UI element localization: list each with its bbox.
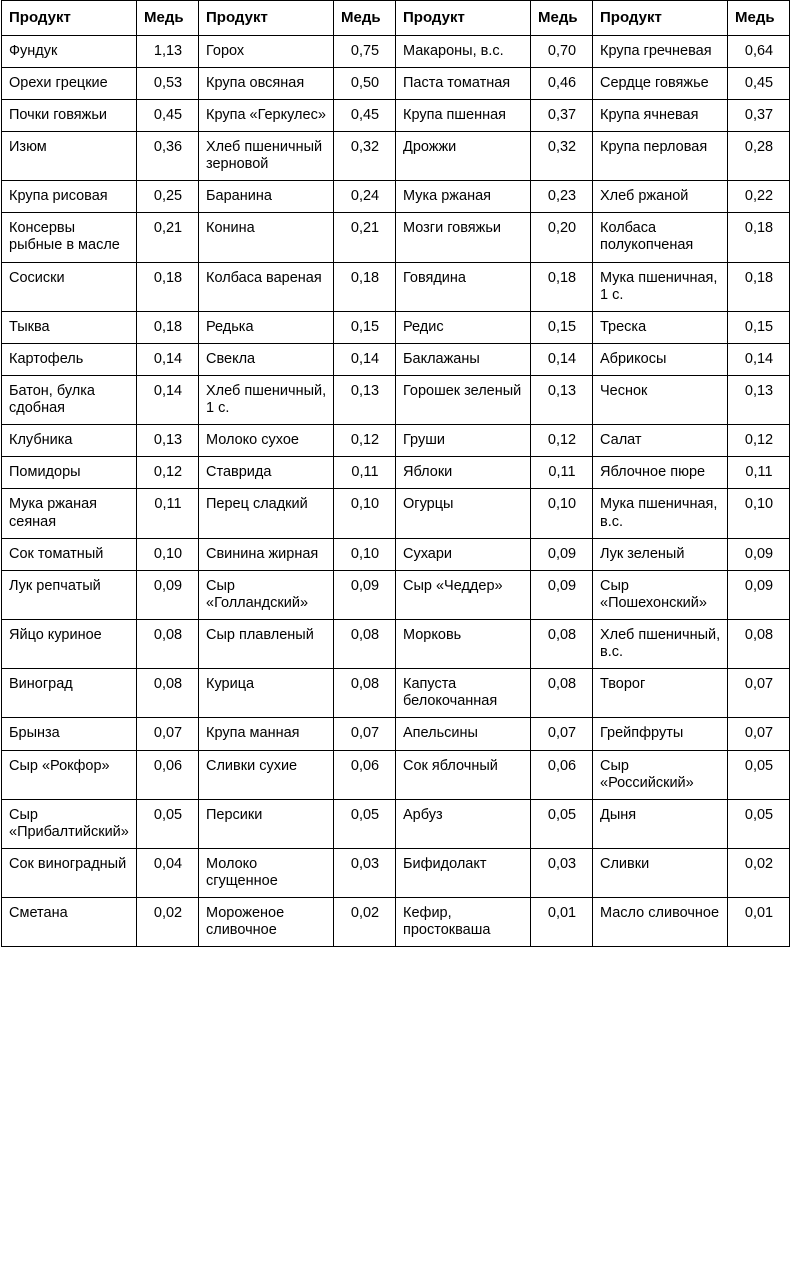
cell-copper-value: 0,10 [137,538,199,570]
cell-product-name: Сердце говяжье [593,67,728,99]
cell-copper-value: 0,45 [728,67,790,99]
cell-copper-value: 0,07 [531,718,593,750]
cell-copper-value: 0,06 [531,750,593,799]
cell-product-name: Орехи грецкие [2,67,137,99]
table-header [2,1,790,36]
cell-copper-value: 0,01 [531,898,593,947]
column-header-product-1: Продукт [2,1,137,36]
table-row [2,311,790,343]
cell-copper-value: 0,18 [728,262,790,311]
cell-copper-value: 0,03 [531,848,593,897]
cell-copper-value: 0,28 [728,132,790,181]
column-header-copper-2: Медь [334,1,396,36]
table-row [2,457,790,489]
cell-copper-value: 0,12 [728,425,790,457]
cell-product-name: Сыр «Рокфор» [2,750,137,799]
cell-copper-value: 0,08 [137,669,199,718]
cell-product-name: Крупа овсяная [199,67,334,99]
cell-copper-value: 0,14 [137,343,199,375]
cell-copper-value: 0,45 [137,99,199,131]
cell-copper-value: 0,14 [137,376,199,425]
column-header-product-2: Продукт [199,1,334,36]
cell-product-name: Свинина жирная [199,538,334,570]
table-row [2,799,790,848]
cell-product-name: Сливки сухие [199,750,334,799]
cell-copper-value: 0,14 [531,343,593,375]
cell-product-name: Ставрида [199,457,334,489]
column-header-product-3: Продукт [396,1,531,36]
cell-product-name: Мука ржаная сеяная [2,489,137,538]
cell-copper-value: 0,18 [531,262,593,311]
cell-product-name: Крупа «Геркулес» [199,99,334,131]
cell-product-name: Яблоки [396,457,531,489]
cell-copper-value: 0,18 [137,311,199,343]
cell-product-name: Сливки [593,848,728,897]
cell-copper-value: 0,11 [531,457,593,489]
table-row [2,619,790,668]
cell-copper-value: 0,53 [137,67,199,99]
cell-product-name: Сметана [2,898,137,947]
cell-copper-value: 0,06 [137,750,199,799]
cell-product-name: Баранина [199,181,334,213]
cell-copper-value: 0,09 [728,570,790,619]
cell-copper-value: 0,24 [334,181,396,213]
cell-product-name: Грейпфруты [593,718,728,750]
cell-copper-value: 0,05 [728,799,790,848]
table-row [2,489,790,538]
cell-product-name: Колбаса полукопченая [593,213,728,262]
cell-product-name: Хлеб ржаной [593,181,728,213]
table-row [2,181,790,213]
cell-copper-value: 0,08 [728,619,790,668]
cell-copper-value: 0,10 [334,489,396,538]
cell-copper-value: 0,05 [334,799,396,848]
cell-copper-value: 0,18 [137,262,199,311]
cell-product-name: Молоко сухое [199,425,334,457]
cell-copper-value: 0,08 [334,619,396,668]
table-row [2,750,790,799]
cell-copper-value: 0,09 [334,570,396,619]
cell-copper-value: 0,05 [137,799,199,848]
cell-product-name: Сыр «Пошехонский» [593,570,728,619]
cell-copper-value: 0,18 [728,213,790,262]
cell-product-name: Батон, булка сдобная [2,376,137,425]
cell-product-name: Мозги говяжьи [396,213,531,262]
table-row [2,538,790,570]
cell-copper-value: 0,45 [334,99,396,131]
cell-product-name: Брынза [2,718,137,750]
cell-copper-value: 0,32 [531,132,593,181]
cell-copper-value: 1,13 [137,35,199,67]
cell-product-name: Дрожжи [396,132,531,181]
copper-content-table [1,0,790,947]
cell-product-name: Крупа ячневая [593,99,728,131]
cell-copper-value: 0,07 [728,718,790,750]
table-row [2,262,790,311]
cell-copper-value: 0,46 [531,67,593,99]
cell-copper-value: 0,23 [531,181,593,213]
cell-copper-value: 0,06 [334,750,396,799]
cell-product-name: Мука пшеничная, 1 с. [593,262,728,311]
cell-product-name: Картофель [2,343,137,375]
cell-product-name: Хлеб пшеничный, 1 с. [199,376,334,425]
column-header-copper-3: Медь [531,1,593,36]
table-row [2,718,790,750]
cell-copper-value: 0,02 [137,898,199,947]
cell-product-name: Сыр «Голландский» [199,570,334,619]
cell-copper-value: 0,37 [531,99,593,131]
cell-product-name: Сыр «Российский» [593,750,728,799]
cell-product-name: Сок томатный [2,538,137,570]
table-row [2,213,790,262]
cell-copper-value: 0,21 [137,213,199,262]
cell-copper-value: 0,07 [137,718,199,750]
cell-copper-value: 0,11 [334,457,396,489]
cell-copper-value: 0,15 [728,311,790,343]
table-row [2,669,790,718]
table-row [2,376,790,425]
table-row [2,35,790,67]
cell-product-name: Говядина [396,262,531,311]
cell-product-name: Почки говяжьи [2,99,137,131]
cell-product-name: Апельсины [396,718,531,750]
cell-copper-value: 0,12 [137,457,199,489]
cell-product-name: Мука ржаная [396,181,531,213]
cell-product-name: Редис [396,311,531,343]
cell-copper-value: 0,13 [137,425,199,457]
cell-copper-value: 0,64 [728,35,790,67]
cell-copper-value: 0,13 [531,376,593,425]
cell-product-name: Помидоры [2,457,137,489]
cell-copper-value: 0,50 [334,67,396,99]
cell-product-name: Молоко сгущенное [199,848,334,897]
table-row [2,99,790,131]
cell-product-name: Горошек зеленый [396,376,531,425]
cell-product-name: Редька [199,311,334,343]
cell-copper-value: 0,75 [334,35,396,67]
cell-product-name: Сосиски [2,262,137,311]
cell-product-name: Дыня [593,799,728,848]
cell-product-name: Баклажаны [396,343,531,375]
cell-copper-value: 0,21 [334,213,396,262]
cell-copper-value: 0,15 [531,311,593,343]
cell-product-name: Морковь [396,619,531,668]
cell-product-name: Сок яблочный [396,750,531,799]
cell-product-name: Лук репчатый [2,570,137,619]
cell-product-name: Треска [593,311,728,343]
cell-product-name: Творог [593,669,728,718]
cell-product-name: Сухари [396,538,531,570]
cell-product-name: Макароны, в.с. [396,35,531,67]
cell-product-name: Масло сливочное [593,898,728,947]
cell-product-name: Абрикосы [593,343,728,375]
cell-product-name: Клубника [2,425,137,457]
cell-copper-value: 0,11 [137,489,199,538]
cell-product-name: Лук зеленый [593,538,728,570]
cell-product-name: Салат [593,425,728,457]
cell-product-name: Персики [199,799,334,848]
cell-product-name: Колбаса вареная [199,262,334,311]
cell-product-name: Сок виноградный [2,848,137,897]
cell-copper-value: 0,01 [728,898,790,947]
cell-product-name: Капуста белокочанная [396,669,531,718]
cell-product-name: Конина [199,213,334,262]
cell-copper-value: 0,10 [728,489,790,538]
cell-copper-value: 0,07 [728,669,790,718]
cell-product-name: Арбуз [396,799,531,848]
table-row [2,898,790,947]
cell-product-name: Крупа перловая [593,132,728,181]
cell-product-name: Бифидолакт [396,848,531,897]
cell-product-name: Хлеб пшеничный, в.с. [593,619,728,668]
cell-copper-value: 0,14 [728,343,790,375]
cell-copper-value: 0,07 [334,718,396,750]
cell-copper-value: 0,15 [334,311,396,343]
cell-product-name: Сыр плавленый [199,619,334,668]
table-row [2,343,790,375]
cell-copper-value: 0,37 [728,99,790,131]
cell-product-name: Крупа рисовая [2,181,137,213]
cell-product-name: Сыр «Прибалтийский» [2,799,137,848]
cell-copper-value: 0,04 [137,848,199,897]
column-header-product-4: Продукт [593,1,728,36]
cell-product-name: Крупа манная [199,718,334,750]
cell-copper-value: 0,11 [728,457,790,489]
cell-product-name: Курица [199,669,334,718]
table-row [2,67,790,99]
cell-copper-value: 0,09 [728,538,790,570]
cell-copper-value: 0,08 [531,619,593,668]
cell-product-name: Кефир, простокваша [396,898,531,947]
cell-product-name: Горох [199,35,334,67]
cell-product-name: Огурцы [396,489,531,538]
cell-copper-value: 0,10 [531,489,593,538]
cell-copper-value: 0,08 [531,669,593,718]
cell-product-name: Свекла [199,343,334,375]
cell-copper-value: 0,09 [531,570,593,619]
column-header-copper-1: Медь [137,1,199,36]
cell-copper-value: 0,02 [334,898,396,947]
cell-product-name: Консервы рыбные в масле [2,213,137,262]
cell-product-name: Виноград [2,669,137,718]
cell-copper-value: 0,13 [334,376,396,425]
cell-copper-value: 0,09 [531,538,593,570]
cell-copper-value: 0,12 [531,425,593,457]
table-row [2,132,790,181]
table-row [2,570,790,619]
header-row [2,1,790,36]
column-header-copper-4: Медь [728,1,790,36]
cell-product-name: Яйцо куриное [2,619,137,668]
cell-copper-value: 0,09 [137,570,199,619]
cell-copper-value: 0,08 [334,669,396,718]
cell-copper-value: 0,05 [728,750,790,799]
cell-copper-value: 0,70 [531,35,593,67]
cell-product-name: Яблочное пюре [593,457,728,489]
cell-product-name: Перец сладкий [199,489,334,538]
table-row [2,425,790,457]
cell-product-name: Крупа гречневая [593,35,728,67]
cell-copper-value: 0,25 [137,181,199,213]
cell-product-name: Чеснок [593,376,728,425]
cell-copper-value: 0,20 [531,213,593,262]
cell-copper-value: 0,36 [137,132,199,181]
table-row [2,848,790,897]
cell-product-name: Мороженое сливочное [199,898,334,947]
cell-product-name: Груши [396,425,531,457]
table-body [2,35,790,947]
cell-product-name: Фундук [2,35,137,67]
cell-copper-value: 0,05 [531,799,593,848]
cell-copper-value: 0,32 [334,132,396,181]
cell-copper-value: 0,03 [334,848,396,897]
cell-copper-value: 0,14 [334,343,396,375]
cell-copper-value: 0,02 [728,848,790,897]
cell-copper-value: 0,12 [334,425,396,457]
cell-product-name: Тыква [2,311,137,343]
cell-product-name: Паста томатная [396,67,531,99]
cell-product-name: Хлеб пшеничный зерновой [199,132,334,181]
cell-product-name: Мука пшеничная, в.с. [593,489,728,538]
cell-copper-value: 0,13 [728,376,790,425]
cell-copper-value: 0,18 [334,262,396,311]
cell-product-name: Изюм [2,132,137,181]
cell-product-name: Сыр «Чеддер» [396,570,531,619]
cell-copper-value: 0,22 [728,181,790,213]
cell-copper-value: 0,08 [137,619,199,668]
cell-product-name: Крупа пшенная [396,99,531,131]
cell-copper-value: 0,10 [334,538,396,570]
